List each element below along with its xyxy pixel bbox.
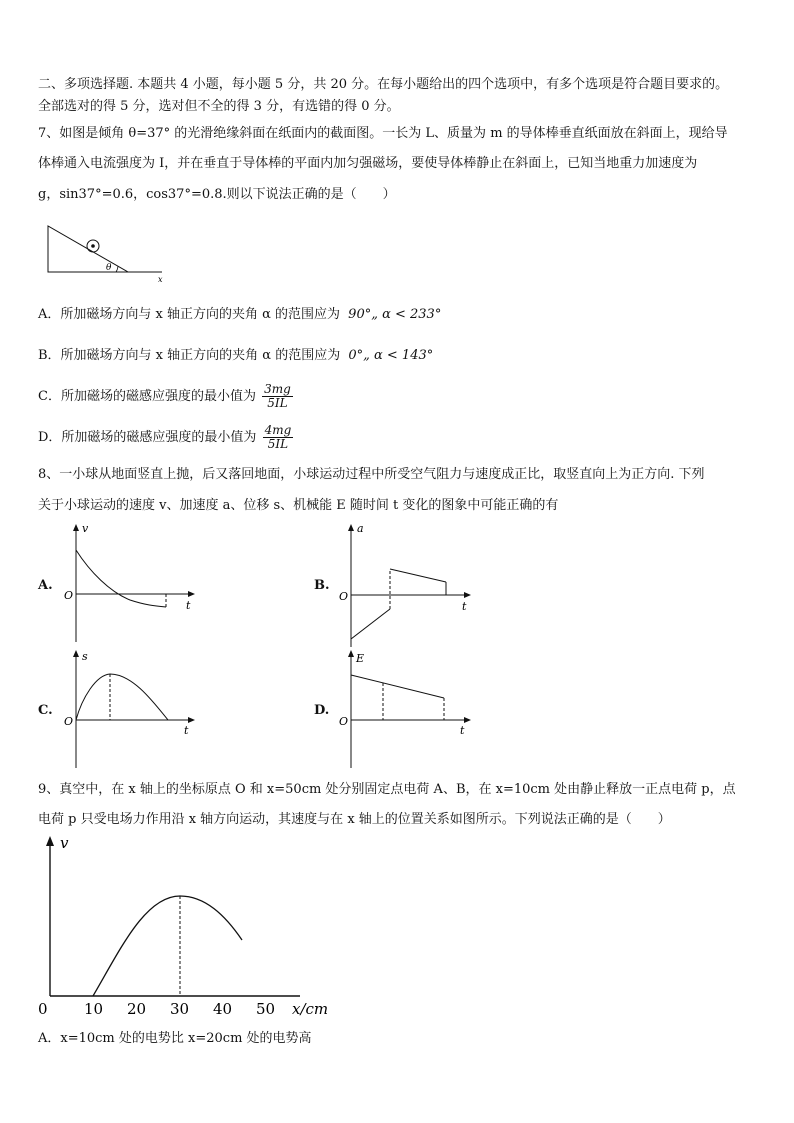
q8-stem-line2: 关于小球运动的速度 v、加速度 a、位移 s、机械能 E 随时间 t 变化的图象中可能正确的有	[38, 498, 559, 513]
q7-option-c-text: C．所加磁场的磁感应强度的最小值为	[38, 389, 256, 404]
svg-text:O: O	[339, 590, 349, 603]
q9-option-a[interactable]	[38, 1030, 312, 1048]
q8-graph-c	[60, 648, 200, 768]
svg-text:t: t	[184, 724, 189, 737]
q9-tick-label: 30	[170, 1000, 190, 1018]
section-header-line1: 二、多项选择题. 本题共 4 小题，每小题 5 分，共 20 分。在每小题给出的四个选项中，有多个选项是符合题目要求的。	[38, 77, 729, 92]
section-header-line2: 全部选对的得 5 分，选对但不全的得 3 分，有选错的得 0 分。	[38, 99, 400, 114]
svg-text:O: O	[64, 589, 74, 602]
svg-text:O: O	[64, 715, 74, 728]
x-axis-label: x	[158, 275, 163, 284]
svg-text:s: s	[82, 650, 88, 663]
svg-text:a: a	[357, 522, 364, 535]
q8-graph-a-label[interactable]: A.	[38, 578, 53, 593]
q7-stem-line2: 体棒通入电流强度为 I，并在垂直于导体棒的平面内加匀强磁场，要使导体棒静止在斜面上，已知当地重力加速度为	[38, 156, 698, 171]
q7-option-d-fraction: $\frac{4mg}{5IL}$	[264, 423, 292, 451]
q8-graph-b	[336, 522, 476, 647]
q7-option-a[interactable]	[38, 306, 441, 324]
q7-option-b[interactable]	[38, 347, 433, 365]
q9-y-axis-label: v	[60, 834, 69, 852]
q9-stem-line1: 9、真空中，在 x 轴上的坐标原点 O 和 x=50cm 处分别固定点电荷 A、B，在 x=10cm 处由静止释放一正点电荷 p，点	[38, 782, 736, 797]
q7-stem-line3: g，sin37°=0.6，cos37°=0.8.则以下说法正确的是（ ）	[38, 187, 396, 202]
q8-graph-d	[336, 648, 476, 768]
q9-tick-label: 50	[256, 1000, 276, 1018]
q7-option-c-fraction: $\frac{3mg}{5IL}$	[264, 382, 291, 410]
svg-text:v: v	[82, 522, 89, 535]
q7-stem-line1: 7、如图是倾角 θ=37° 的光滑绝缘斜面在纸面内的截面图。一长为 L、质量为 m 的导体棒垂直纸面放在斜面上，现给导	[38, 126, 728, 141]
q7-option-d-text: D．所加磁场的磁感应强度的最小值为	[38, 430, 257, 445]
q8-graph-c-label[interactable]: C.	[38, 703, 53, 718]
q9-velocity-position-graph	[30, 830, 350, 1020]
q7-option-c[interactable]	[38, 383, 293, 410]
q9-x-axis-label: x/cm	[292, 1000, 329, 1018]
q7-option-a-text: A．所加磁场方向与 x 轴正方向的夹角 α 的范围应为	[38, 307, 341, 322]
q7-option-a-range: 90°„ α < 233°	[348, 307, 442, 322]
svg-text:t: t	[186, 599, 191, 612]
q9-option-a-text: A．x=10cm 处的电势比 x=20cm 处的电势高	[38, 1031, 312, 1046]
q9-stem-line2: 电荷 p 只受电场力作用沿 x 轴方向运动，其速度与在 x 轴上的位置关系如图所示。下列说法正确的是（ ）	[38, 812, 671, 827]
svg-text:t: t	[460, 724, 465, 737]
q8-graph-b-label[interactable]: B.	[314, 578, 330, 593]
q8-graph-d-label[interactable]: D.	[314, 703, 330, 718]
svg-text:t: t	[462, 600, 467, 613]
svg-text:O: O	[339, 715, 349, 728]
q7-option-b-range: 0°„ α < 143°	[348, 348, 434, 363]
q9-tick-label: 20	[127, 1000, 147, 1018]
q9-tick-label: 40	[213, 1000, 233, 1018]
q8-graph-a	[60, 522, 200, 642]
q7-option-b-text: B．所加磁场方向与 x 轴正方向的夹角 α 的范围应为	[38, 348, 341, 363]
q7-incline-figure	[40, 222, 170, 282]
svg-text:E: E	[356, 652, 365, 665]
q9-tick-label: 0	[38, 1000, 48, 1018]
q7-option-d[interactable]	[38, 424, 293, 451]
q8-stem-line1: 8、一小球从地面竖直上抛，后又落回地面，小球运动过程中所受空气阻力与速度成正比，取竖直向上为正方向. 下列	[38, 467, 705, 482]
q9-tick-label: 10	[84, 1000, 104, 1018]
theta-label: θ	[106, 263, 112, 273]
